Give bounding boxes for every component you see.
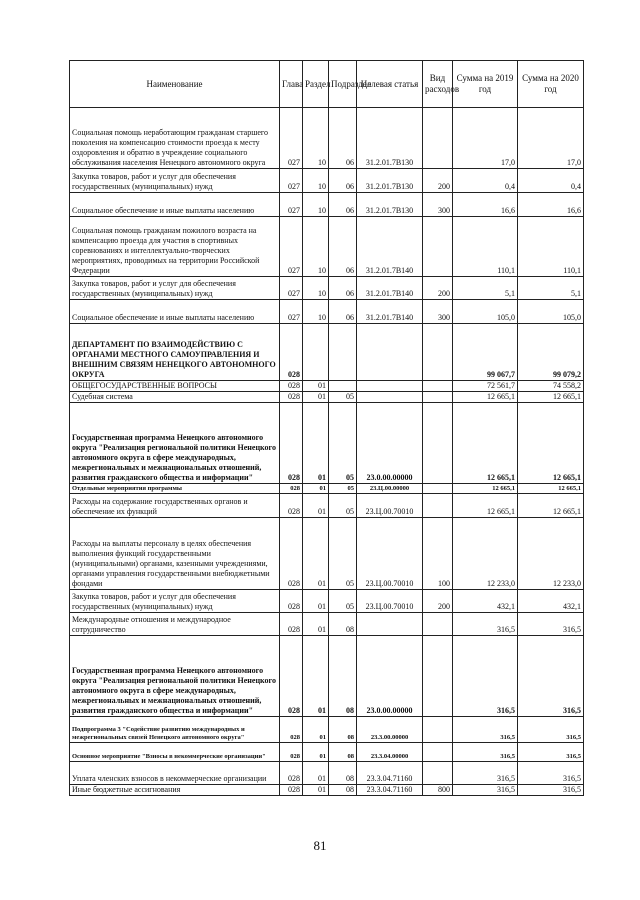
row-name: Государственная программа Ненецкого автономного округа "Реализация региональной политики Ненецкого автономного округа в сфере международных, межрегиональных и межнациональных отношений, развития гражданского общества и информации" xyxy=(70,636,280,717)
row-name: Социальное обеспечение и иные выплаты населению xyxy=(70,193,280,217)
row-razdel: 01 xyxy=(303,590,329,613)
row-sum-2019: 110,1 xyxy=(453,217,518,277)
table-row xyxy=(70,743,584,762)
row-glava: 028 xyxy=(280,392,303,403)
row-razdel: 01 xyxy=(303,392,329,403)
row-expense-type: 100 xyxy=(423,518,453,590)
row-name: Государственная программа Ненецкого автономного округа "Реализация региональной политики Ненецкого автономного округа в сфере международных, межрегиональных и межнациональных отношений, развития гражданского общества и информации" xyxy=(70,403,280,484)
row-glava: 028 xyxy=(280,636,303,717)
row-razdel: 10 xyxy=(303,169,329,193)
row-podrazdel: 05 xyxy=(329,494,357,518)
row-glava: 028 xyxy=(280,590,303,613)
row-name: Закупка товаров, работ и услуг для обеспечения государственных (муниципальных) нужд xyxy=(70,590,280,613)
row-glava: 028 xyxy=(280,717,303,743)
row-name: Социальное обеспечение и иные выплаты населению xyxy=(70,300,280,324)
row-sum-2019: 316,5 xyxy=(453,762,518,785)
row-expense-type xyxy=(423,392,453,403)
row-expense-type xyxy=(423,743,453,762)
row-expense-type: 800 xyxy=(423,785,453,796)
row-sum-2020: 110,1 xyxy=(518,217,584,277)
row-podrazdel: 08 xyxy=(329,613,357,636)
row-sum-2019: 0,4 xyxy=(453,169,518,193)
row-expense-type xyxy=(423,494,453,518)
row-expense-type xyxy=(423,403,453,484)
row-razdel: 01 xyxy=(303,613,329,636)
row-razdel: 10 xyxy=(303,108,329,169)
row-glava: 027 xyxy=(280,169,303,193)
row-glava: 028 xyxy=(280,518,303,590)
row-glava: 027 xyxy=(280,217,303,277)
row-podrazdel: 06 xyxy=(329,193,357,217)
table-row xyxy=(70,636,584,717)
row-sum-2019: 12 665,1 xyxy=(453,484,518,494)
row-target-article: 23.3.00.00000 xyxy=(357,717,423,743)
row-razdel: 01 xyxy=(303,484,329,494)
row-target-article: 31.2.01.7В130 xyxy=(357,108,423,169)
table-row xyxy=(70,613,584,636)
row-expense-type xyxy=(423,108,453,169)
row-name: Расходы на выплаты персоналу в целях обеспечения выполнения функций государственными (муниципальными) органами, казенными учреждениями, органами управления государственными внебюджетными фондами xyxy=(70,518,280,590)
table-row xyxy=(70,193,584,217)
row-razdel xyxy=(303,324,329,381)
row-name: ДЕПАРТАМЕНТ ПО ВЗАИМОДЕЙСТВИЮ С ОРГАНАМИ МЕСТНОГО САМОУПРАВЛЕНИЯ И ВНЕШНИМ СВЯЗЯМ НЕНЕЦКОГО АВТОНОМНОГО ОКРУГА xyxy=(70,324,280,381)
table-row xyxy=(70,484,584,494)
row-sum-2019: 12 665,1 xyxy=(453,392,518,403)
row-razdel: 01 xyxy=(303,381,329,392)
row-razdel: 10 xyxy=(303,300,329,324)
row-sum-2019: 12 233,0 xyxy=(453,518,518,590)
row-razdel: 01 xyxy=(303,785,329,796)
table-row xyxy=(70,717,584,743)
row-sum-2019: 316,5 xyxy=(453,743,518,762)
row-glava: 028 xyxy=(280,381,303,392)
table-row xyxy=(70,403,584,484)
row-glava: 027 xyxy=(280,108,303,169)
row-sum-2020: 74 558,2 xyxy=(518,381,584,392)
row-podrazdel: 08 xyxy=(329,743,357,762)
row-sum-2020: 12 665,1 xyxy=(518,392,584,403)
row-expense-type xyxy=(423,717,453,743)
row-name: Основное мероприятие "Взносы в некоммерческие организации" xyxy=(70,743,280,762)
row-podrazdel: 06 xyxy=(329,169,357,193)
row-sum-2020: 432,1 xyxy=(518,590,584,613)
row-glava: 028 xyxy=(280,494,303,518)
row-razdel: 01 xyxy=(303,743,329,762)
row-sum-2020: 316,5 xyxy=(518,785,584,796)
table-row xyxy=(70,494,584,518)
row-target-article: 23.0.00.00000 xyxy=(357,636,423,717)
row-target-article: 23.3.04.71160 xyxy=(357,785,423,796)
row-sum-2020: 16,6 xyxy=(518,193,584,217)
row-glava: 028 xyxy=(280,484,303,494)
row-podrazdel: 05 xyxy=(329,392,357,403)
row-target-article: 23.3.04.00000 xyxy=(357,743,423,762)
row-glava: 027 xyxy=(280,300,303,324)
row-expense-type xyxy=(423,613,453,636)
row-sum-2019: 16,6 xyxy=(453,193,518,217)
row-podrazdel: 05 xyxy=(329,403,357,484)
row-target-article: 31.2.01.7В140 xyxy=(357,217,423,277)
row-podrazdel: 08 xyxy=(329,717,357,743)
header-glava: Глава xyxy=(280,61,303,108)
row-name: Закупка товаров, работ и услуг для обеспечения государственных (муниципальных) нужд xyxy=(70,277,280,300)
row-target-article: 31.2.01.7В130 xyxy=(357,169,423,193)
row-name: Уплата членских взносов в некоммерческие организации xyxy=(70,762,280,785)
row-target-article xyxy=(357,324,423,381)
row-sum-2020: 316,5 xyxy=(518,762,584,785)
row-podrazdel xyxy=(329,381,357,392)
row-target-article xyxy=(357,613,423,636)
table-row xyxy=(70,518,584,590)
row-sum-2020: 316,5 xyxy=(518,717,584,743)
row-razdel: 01 xyxy=(303,403,329,484)
row-target-article xyxy=(357,381,423,392)
row-target-article: 23.Ц.00.00000 xyxy=(357,484,423,494)
row-sum-2020: 0,4 xyxy=(518,169,584,193)
row-target-article: 23.Ц.00.70010 xyxy=(357,518,423,590)
header-name: Наименование xyxy=(70,61,280,108)
row-expense-type: 200 xyxy=(423,590,453,613)
budget-table xyxy=(69,60,584,796)
row-name: Расходы на содержание государственных органов и обеспечение их функций xyxy=(70,494,280,518)
table-row xyxy=(70,762,584,785)
row-sum-2019: 12 665,1 xyxy=(453,494,518,518)
row-name: Закупка товаров, работ и услуг для обеспечения государственных (муниципальных) нужд xyxy=(70,169,280,193)
header-sum2020: Сумма на 2020 год xyxy=(518,61,584,108)
row-podrazdel: 05 xyxy=(329,518,357,590)
row-glava: 028 xyxy=(280,613,303,636)
row-podrazdel: 06 xyxy=(329,217,357,277)
table-row xyxy=(70,324,584,381)
row-razdel: 01 xyxy=(303,636,329,717)
row-razdel: 01 xyxy=(303,762,329,785)
row-sum-2020: 5,1 xyxy=(518,277,584,300)
row-sum-2019: 99 067,7 xyxy=(453,324,518,381)
row-sum-2020: 316,5 xyxy=(518,743,584,762)
row-expense-type: 300 xyxy=(423,300,453,324)
row-glava: 028 xyxy=(280,762,303,785)
table-row xyxy=(70,590,584,613)
header-podrazdel: Подраздел xyxy=(329,61,357,108)
row-sum-2019: 316,5 xyxy=(453,717,518,743)
row-name: Международные отношения и международное сотрудничество xyxy=(70,613,280,636)
row-sum-2020: 316,5 xyxy=(518,613,584,636)
row-razdel: 01 xyxy=(303,518,329,590)
row-glava: 027 xyxy=(280,193,303,217)
row-sum-2020: 12 665,1 xyxy=(518,484,584,494)
row-sum-2019: 316,5 xyxy=(453,636,518,717)
row-sum-2019: 12 665,1 xyxy=(453,403,518,484)
row-sum-2019: 316,5 xyxy=(453,613,518,636)
row-expense-type xyxy=(423,324,453,381)
row-target-article: 23.0.00.00000 xyxy=(357,403,423,484)
row-razdel: 10 xyxy=(303,277,329,300)
row-name: Социальная помощь неработающим гражданам старшего поколения на компенсацию стоимости проезда к месту оздоровления и обратно в учреждение социального обслуживания населения Ненецкого автономного округа xyxy=(70,108,280,169)
row-podrazdel: 08 xyxy=(329,785,357,796)
table-row xyxy=(70,381,584,392)
row-razdel: 10 xyxy=(303,193,329,217)
table-row xyxy=(70,392,584,403)
table-row xyxy=(70,300,584,324)
row-expense-type xyxy=(423,484,453,494)
row-razdel: 01 xyxy=(303,494,329,518)
row-expense-type xyxy=(423,381,453,392)
row-name: Отдельные мероприятия программы xyxy=(70,484,280,494)
row-podrazdel: 05 xyxy=(329,590,357,613)
row-razdel: 01 xyxy=(303,717,329,743)
row-sum-2019: 432,1 xyxy=(453,590,518,613)
row-target-article: 31.2.01.7В140 xyxy=(357,277,423,300)
row-target-article: 23.Ц.00.70010 xyxy=(357,590,423,613)
row-glava: 028 xyxy=(280,743,303,762)
row-target-article: 23.Ц.00.70010 xyxy=(357,494,423,518)
row-podrazdel: 06 xyxy=(329,277,357,300)
row-target-article: 31.2.01.7В140 xyxy=(357,300,423,324)
row-sum-2020: 12 665,1 xyxy=(518,403,584,484)
row-target-article: 31.2.01.7В130 xyxy=(357,193,423,217)
row-expense-type xyxy=(423,762,453,785)
row-sum-2019: 72 561,7 xyxy=(453,381,518,392)
table-row xyxy=(70,169,584,193)
row-sum-2020: 12 665,1 xyxy=(518,494,584,518)
row-sum-2020: 12 233,0 xyxy=(518,518,584,590)
row-expense-type: 300 xyxy=(423,193,453,217)
header-vid: Вид расходов xyxy=(423,61,453,108)
row-glava: 027 xyxy=(280,277,303,300)
header-celevaya: Целевая статья xyxy=(357,61,423,108)
table-header-row xyxy=(70,61,584,108)
row-glava: 028 xyxy=(280,403,303,484)
row-sum-2020: 99 079,2 xyxy=(518,324,584,381)
row-name: Подпрограмма 3 "Содействие развитию международных и межрегиональных связей Ненецкого автономного округа" xyxy=(70,717,280,743)
row-podrazdel: 08 xyxy=(329,636,357,717)
row-target-article xyxy=(357,392,423,403)
row-name: Социальная помощь гражданам пожилого возраста на компенсацию проезда для участия в спортивных соревнованиях и интеллектуально-творческих мероприятиях, проводимых на территории Российской Федерации xyxy=(70,217,280,277)
table-row xyxy=(70,785,584,796)
row-sum-2019: 5,1 xyxy=(453,277,518,300)
row-expense-type xyxy=(423,217,453,277)
row-sum-2019: 316,5 xyxy=(453,785,518,796)
row-name: ОБЩЕГОСУДАРСТВЕННЫЕ ВОПРОСЫ xyxy=(70,381,280,392)
row-podrazdel: 08 xyxy=(329,762,357,785)
row-razdel: 10 xyxy=(303,217,329,277)
page-number: 81 xyxy=(313,838,327,853)
row-sum-2020: 105,0 xyxy=(518,300,584,324)
row-sum-2020: 17,0 xyxy=(518,108,584,169)
row-expense-type: 200 xyxy=(423,169,453,193)
row-podrazdel xyxy=(329,324,357,381)
row-sum-2019: 17,0 xyxy=(453,108,518,169)
row-target-article: 23.3.04.71160 xyxy=(357,762,423,785)
row-glava: 028 xyxy=(280,785,303,796)
row-podrazdel: 06 xyxy=(329,300,357,324)
row-expense-type xyxy=(423,636,453,717)
row-name: Иные бюджетные ассигнования xyxy=(70,785,280,796)
row-sum-2020: 316,5 xyxy=(518,636,584,717)
table-row xyxy=(70,217,584,277)
row-podrazdel: 05 xyxy=(329,484,357,494)
table-row xyxy=(70,277,584,300)
row-glava: 028 xyxy=(280,324,303,381)
row-name: Судебная система xyxy=(70,392,280,403)
row-sum-2019: 105,0 xyxy=(453,300,518,324)
table-row xyxy=(70,108,584,169)
row-expense-type: 200 xyxy=(423,277,453,300)
header-razdel: Раздел xyxy=(303,61,329,108)
row-podrazdel: 06 xyxy=(329,108,357,169)
header-sum2019: Сумма на 2019 год xyxy=(453,61,518,108)
